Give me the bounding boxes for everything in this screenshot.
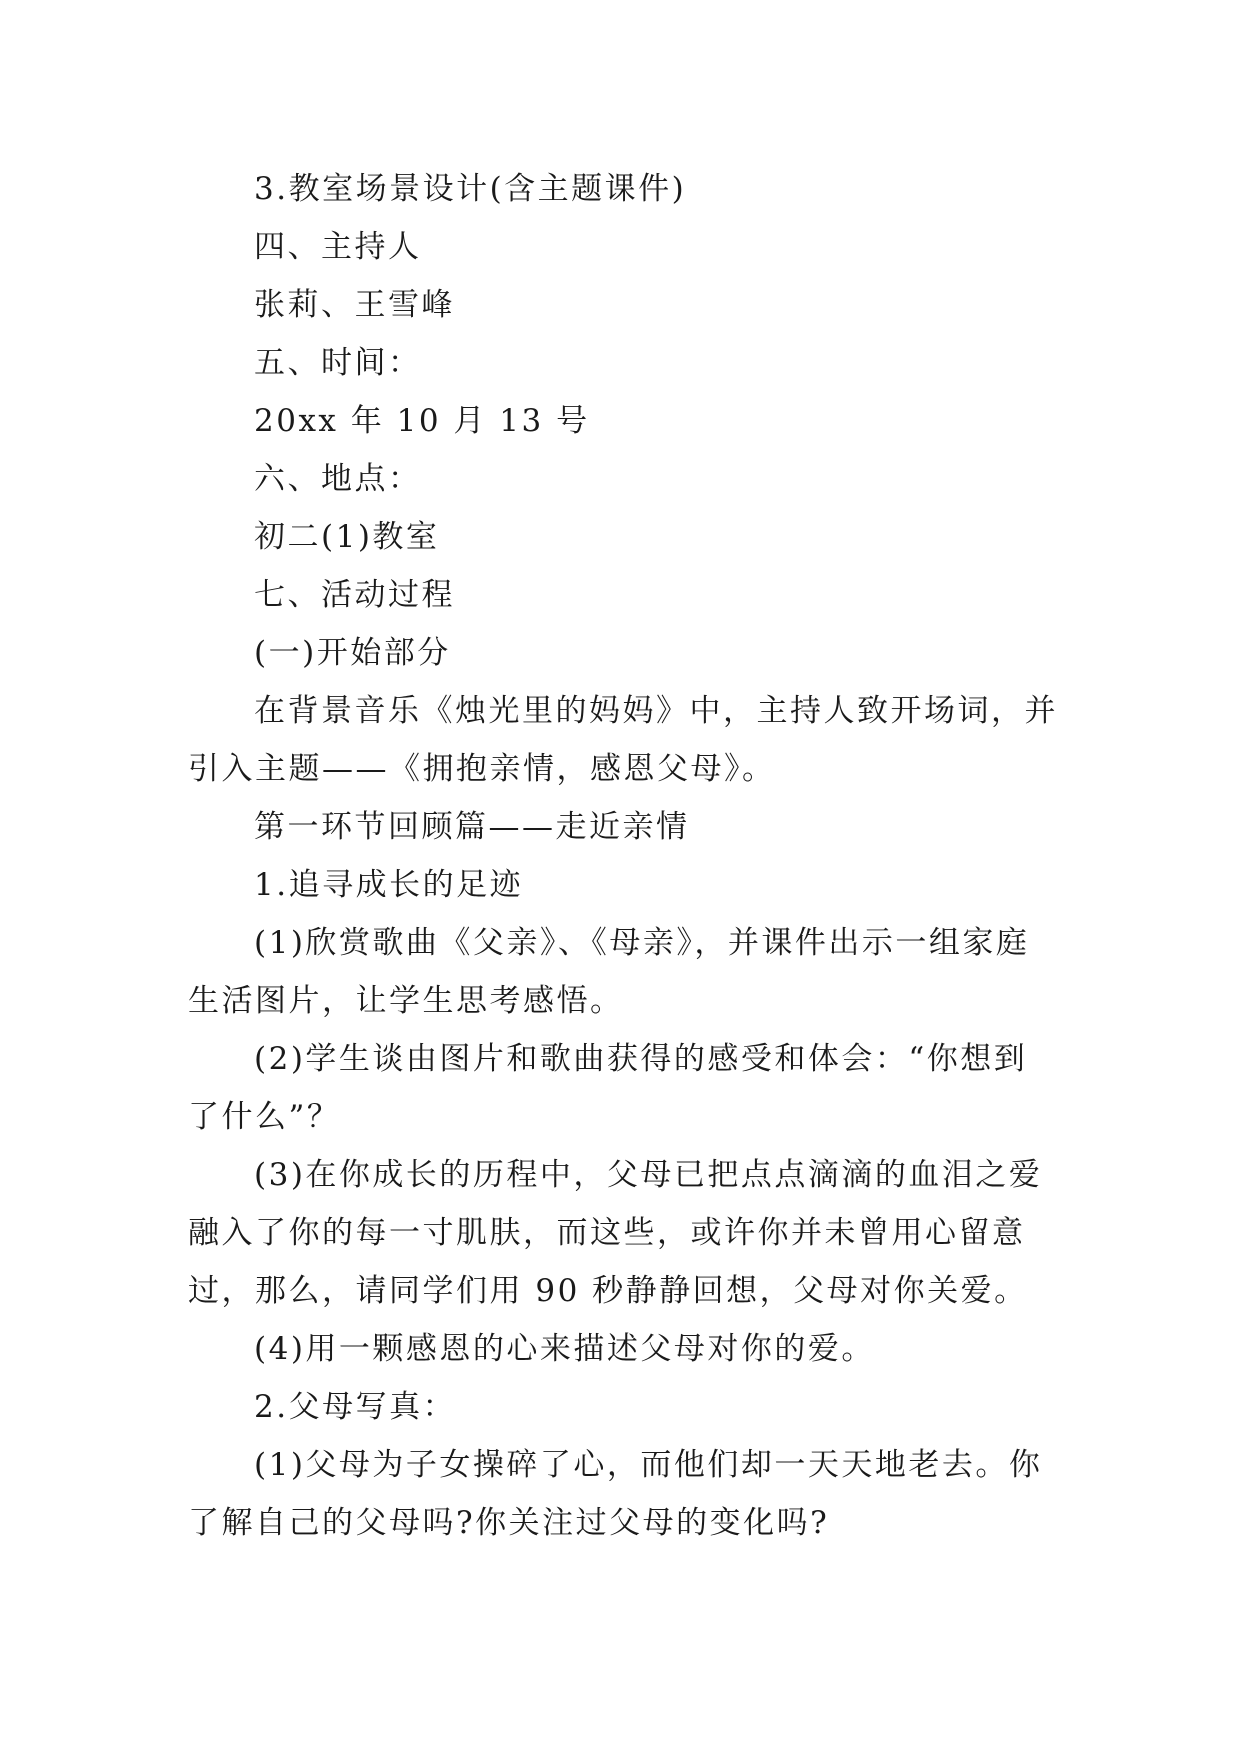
paragraph-item-3: (3)在你成长的历程中，父母已把点点滴滴的血泪之爱融入了你的每一寸肌肤，而这些，或许你并未曾用心留意过，那么，请同学们用 90 秒静静回想，父母对你关爱。 xyxy=(188,1157,1043,1309)
paragraph-location: 初二(1)教室 xyxy=(254,519,440,555)
heading-location: 六、地点： xyxy=(254,461,422,497)
heading-first-segment: 第一环节回顾篇——走近亲情 xyxy=(254,809,690,845)
heading-parents-portrait: 2.父母写真： xyxy=(254,1389,457,1425)
paragraph-parents-item-1: (1)父母为子女操碎了心，而他们却一天天地老去。你了解自己的父母吗?你关注过父母的变化吗? xyxy=(188,1447,1043,1541)
paragraph-host-names: 张莉、王雪峰 xyxy=(254,287,455,323)
paragraph-item-4: (4)用一颗感恩的心来描述父母对你的爱。 xyxy=(254,1331,875,1367)
paragraph-date: 20xx 年 10 月 13 号 xyxy=(254,403,590,439)
paragraph-item-2: (2)学生谈由图片和歌曲获得的感受和体会：“你想到了什么”？ xyxy=(188,1041,1028,1135)
paragraph-opening-description: 在背景音乐《烛光里的妈妈》中，主持人致开场词，并引入主题——《拥抱亲情，感恩父母》。 xyxy=(188,693,1058,787)
paragraph-classroom-design: 3.教室场景设计(含主题课件) xyxy=(254,171,687,207)
heading-growth-footprints: 1.追寻成长的足迹 xyxy=(254,867,524,903)
heading-opening-part: (一)开始部分 xyxy=(254,635,451,671)
heading-time: 五、时间： xyxy=(254,345,422,381)
document-body xyxy=(188,160,1060,1552)
heading-activity-process: 七、活动过程 xyxy=(254,577,455,613)
heading-host: 四、主持人 xyxy=(254,229,422,265)
paragraph-item-1: (1)欣赏歌曲《父亲》、《母亲》，并课件出示一组家庭生活图片，让学生思考感悟。 xyxy=(188,925,1030,1019)
